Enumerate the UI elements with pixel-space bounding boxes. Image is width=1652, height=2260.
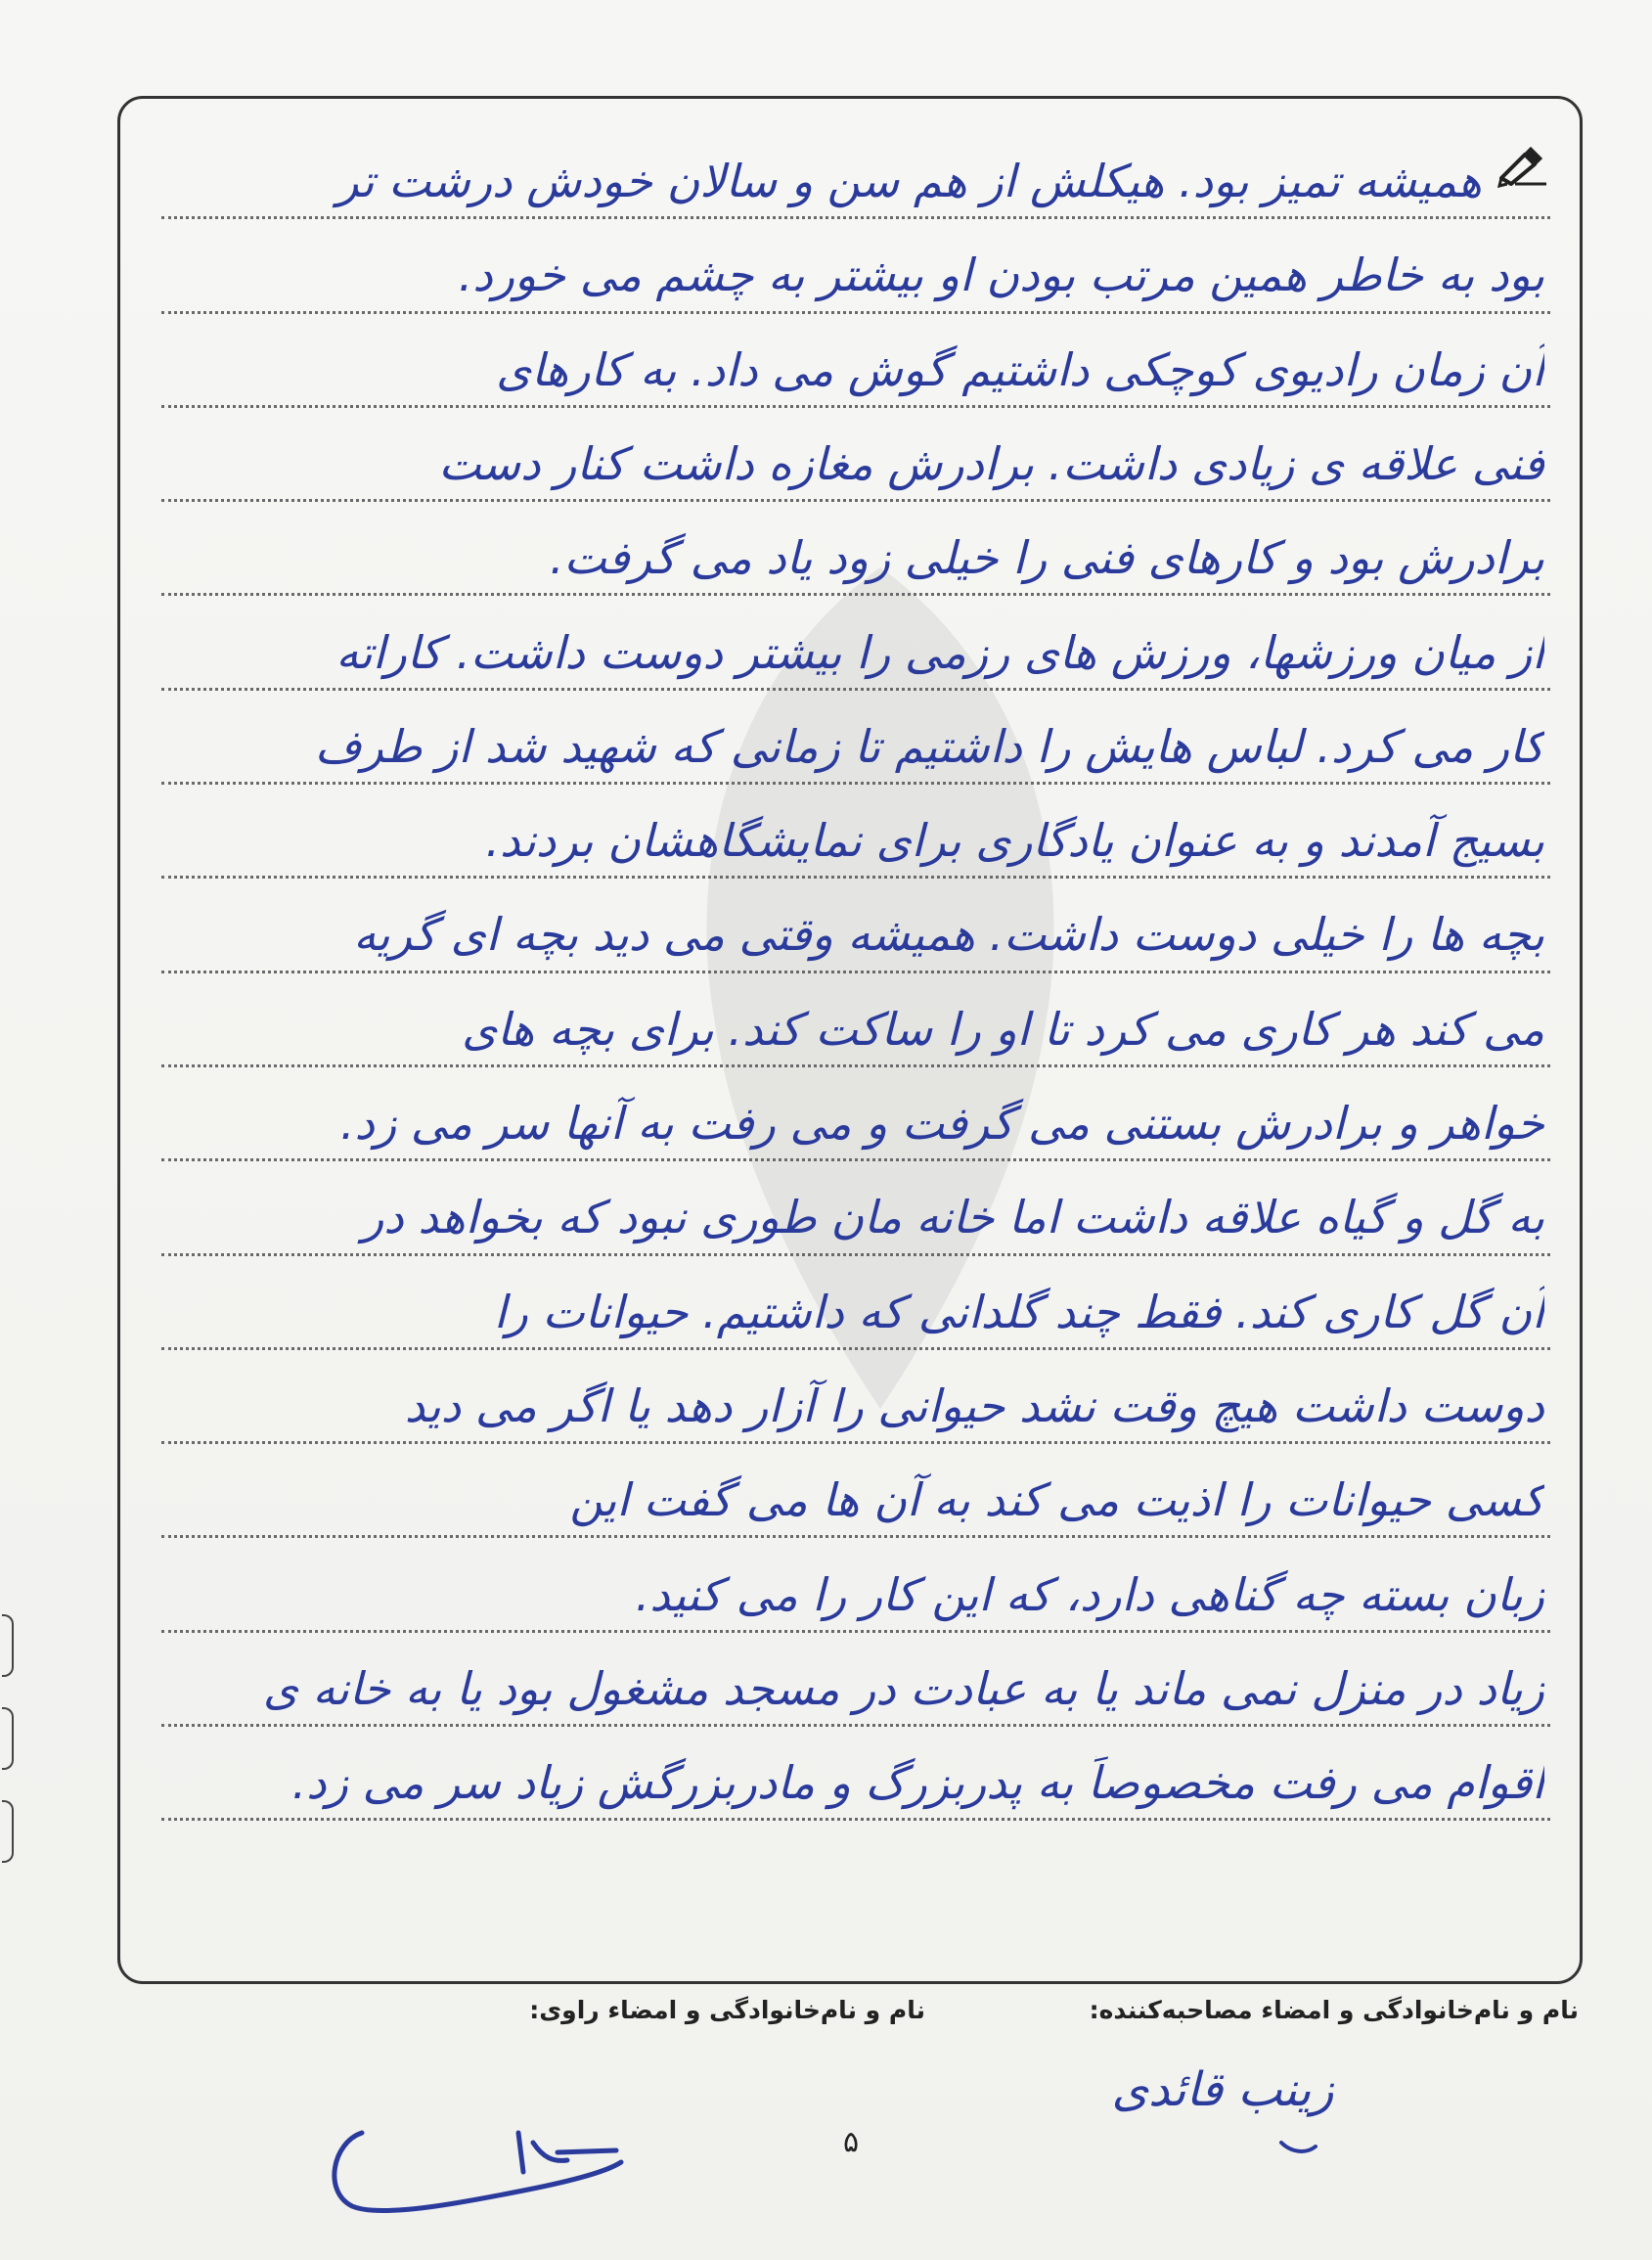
line-text: دوست داشت هیچ وقت نشد حیوانی را آزار دهد یا اگر می دید — [404, 1379, 1544, 1432]
text-line — [161, 1067, 1550, 1161]
line-text: می کند هر کاری می کرد تا او را ساکت کند. برای بچه های — [462, 1002, 1544, 1056]
text-line — [161, 502, 1550, 596]
signature-footer — [117, 1996, 1583, 2035]
line-text: آن زمان رادیوی کوچکی داشتیم گوش می داد. به کارهای — [496, 342, 1544, 396]
page-number: ۵ — [842, 2125, 860, 2159]
line-text: آن گل کاری کند. فقط چند گلدانی که داشتیم. حیوانات را — [493, 1285, 1544, 1338]
text-line — [161, 1161, 1550, 1255]
line-text: بچه ها را خیلی دوست داشت. همیشه وقتی می دید بچه ای گریه — [353, 908, 1544, 962]
text-line — [161, 879, 1550, 972]
text-line — [161, 973, 1550, 1067]
text-line — [161, 1727, 1550, 1821]
line-text: بسیج آمدند و به عنوان یادگاری برای نمایشگاهشان بردند. — [485, 814, 1544, 868]
line-text: زیاد در منزل نمی ماند یا به عبادت در مسجد مشغول بود یا به خانه ی — [262, 1661, 1544, 1715]
text-line — [161, 1633, 1550, 1727]
text-line — [161, 1444, 1550, 1538]
pen-icon — [1496, 139, 1550, 188]
text-line — [161, 785, 1550, 879]
text-line — [161, 1350, 1550, 1444]
text-line — [161, 408, 1550, 502]
spiral-binding — [0, 1614, 18, 1869]
text-line — [161, 596, 1550, 690]
line-text: همیشه تمیز بود. هیکلش از هم سن و سالان خودش درشت تر — [336, 155, 1482, 208]
text-line — [161, 219, 1550, 313]
line-text: کار می کرد. لباس هایش را داشتیم تا زمانی که شهید شد از طرف — [314, 719, 1544, 773]
text-line — [161, 1538, 1550, 1632]
text-line — [161, 314, 1550, 408]
line-text: کسی حیوانات را اذیت می کند به آن ها می گفت این — [569, 1473, 1544, 1527]
handwritten-text-block — [161, 125, 1550, 1821]
narrator-signature — [323, 2103, 636, 2231]
line-text: اقوام می رفت مخصوصاً به پدربزرگ و مادربزرگش زیاد سر می زد. — [291, 1756, 1544, 1810]
interviewer-label: نام و نام‌خانوادگی و امضاء مصاحبه‌کننده: — [1089, 1996, 1579, 2024]
text-line — [161, 691, 1550, 785]
narrator-label: نام و نام‌خانوادگی و امضاء راوی: — [529, 1996, 925, 2024]
line-text: زبان بسته چه گناهی دارد، که این کار را می کنید. — [635, 1567, 1544, 1621]
text-line — [161, 1256, 1550, 1350]
line-text: فنی علاقه ی زیادی داشت. برادرش مغازه داشت کنار دست — [438, 437, 1544, 490]
interviewer-name: زینب قائدی — [1111, 2062, 1334, 2117]
line-text: بود به خاطر همین مرتب بودن او بیشتر به چشم می خورد. — [458, 249, 1544, 302]
text-line — [161, 125, 1550, 219]
line-text: به گل و گیاه علاقه داشت اما خانه مان طوری نبود که بخواهد در — [362, 1191, 1544, 1244]
line-text: خواهر و برادرش بستنی می گرفت و می رفت به آنها سر می زد. — [339, 1097, 1544, 1151]
line-text: از میان ورزشها، ورزش های رزمی را بیشتر دوست داشت. کاراته — [335, 625, 1544, 679]
interviewer-signature — [1095, 2045, 1350, 2182]
line-text: برادرش بود و کارهای فنی را خیلی زود یاد می گرفت. — [549, 531, 1544, 585]
